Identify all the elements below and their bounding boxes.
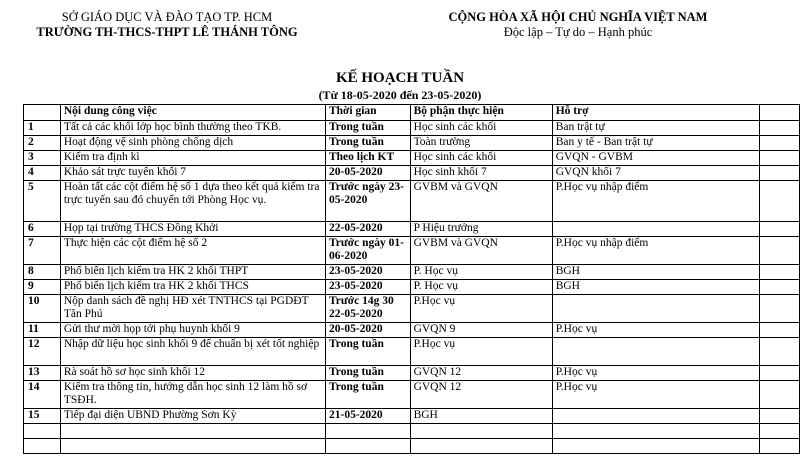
table-row — [24, 237, 800, 265]
row-number: 1 — [24, 121, 61, 136]
table-row — [24, 151, 800, 166]
row-content — [60, 424, 325, 439]
row-content: Kiểm tra thông tin, hướng dẫn học sinh 12 làm hồ sơ TSĐH. — [60, 381, 325, 409]
row-time: 20-05-2020 — [325, 323, 410, 338]
row-content: Phổ biến lịch kiểm tra HK 2 khối THPT — [60, 265, 325, 280]
row-time — [325, 424, 410, 439]
column-header-time: Thời gian — [325, 105, 410, 121]
row-time: Theo lịch KT — [325, 151, 410, 166]
row-support: BGH — [552, 280, 760, 295]
row-extra — [760, 280, 800, 295]
row-number: 14 — [24, 381, 61, 409]
table-row — [24, 439, 800, 454]
row-content: Nộp danh sách đề nghị HĐ xét TNTHCS tại PGDĐT Tân Phú — [60, 295, 325, 323]
row-department: Học sinh các khối — [410, 151, 552, 166]
row-department: P. Học vụ — [410, 280, 552, 295]
row-department: GVBM và GVQN — [410, 181, 552, 222]
row-support — [552, 424, 760, 439]
row-extra — [760, 295, 800, 323]
row-support: P.Học vụ — [552, 381, 760, 409]
row-support: P.Học vụ nhập điểm — [552, 181, 760, 222]
row-time: Trong tuần — [325, 366, 410, 381]
row-department: GVBM và GVQN — [410, 237, 552, 265]
row-number: 5 — [24, 181, 61, 222]
national-title: CỘNG HÒA XÃ HỘI CHỦ NGHĨA VIỆT NAM — [448, 10, 708, 24]
row-department: GVQN 12 — [410, 366, 552, 381]
row-number: 3 — [24, 151, 61, 166]
row-content: Hoàn tất các cột điểm hệ số 1 dựa theo kết quả kiểm tra trực tuyến sau đó chuyển tới Phòng Học vụ. — [60, 181, 325, 222]
row-number: 10 — [24, 295, 61, 323]
row-content: Kiểm tra định kì — [60, 151, 325, 166]
row-number: 7 — [24, 237, 61, 265]
row-number: 4 — [24, 166, 61, 181]
table-row — [24, 265, 800, 280]
table-row — [24, 280, 800, 295]
row-number: 6 — [24, 222, 61, 237]
row-extra — [760, 323, 800, 338]
row-extra — [760, 151, 800, 166]
table-row — [24, 424, 800, 439]
row-time: Trước ngày 23-05-2020 — [325, 181, 410, 222]
table-row — [24, 222, 800, 237]
row-support: BGH — [552, 265, 760, 280]
row-extra — [760, 136, 800, 151]
column-header-department: Bộ phận thực hiện — [410, 105, 552, 121]
row-department: GVQN 9 — [410, 323, 552, 338]
row-content: Gửi thư mời họp tới phụ huynh khối 9 — [60, 323, 325, 338]
row-department: Học sinh các khối — [410, 121, 552, 136]
row-number: 15 — [24, 409, 61, 424]
row-extra — [760, 381, 800, 409]
table-row — [24, 295, 800, 323]
row-time: 23-05-2020 — [325, 280, 410, 295]
row-content: Thực hiện các cột điểm hệ số 2 — [60, 237, 325, 265]
row-support: GVQN - GVBM — [552, 151, 760, 166]
row-content: Rà soát hồ sơ học sinh khối 12 — [60, 366, 325, 381]
row-extra — [760, 181, 800, 222]
row-extra — [760, 424, 800, 439]
row-content — [60, 439, 325, 454]
row-extra — [760, 237, 800, 265]
department-name: SỞ GIÁO DỤC VÀ ĐÀO TẠO TP. HCM — [61, 10, 273, 24]
school-name: TRƯỜNG TH-THCS-THPT LÊ THÁNH TÔNG — [36, 25, 298, 39]
row-time: 20-05-2020 — [325, 166, 410, 181]
row-time: Trong tuần — [325, 136, 410, 151]
row-content: Phổ biến lịch kiểm tra HK 2 khối THCS — [60, 280, 325, 295]
row-time: Trong tuần — [325, 338, 410, 366]
row-number — [24, 439, 61, 454]
table-row — [24, 323, 800, 338]
row-support — [552, 409, 760, 424]
row-content: Tất cả các khối lớp học bình thường theo TKB. — [60, 121, 325, 136]
row-number: 11 — [24, 323, 61, 338]
row-number: 13 — [24, 366, 61, 381]
row-support — [552, 222, 760, 237]
row-time: Trước 14g 30 22-05-2020 — [325, 295, 410, 323]
table-header-row — [24, 105, 800, 121]
row-extra — [760, 121, 800, 136]
row-support — [552, 439, 760, 454]
row-support — [552, 338, 760, 366]
row-content: Khảo sát trực tuyến khối 7 — [60, 166, 325, 181]
row-support — [552, 295, 760, 323]
table-row — [24, 166, 800, 181]
national-motto: Độc lập – Tự do – Hạnh phúc — [503, 25, 653, 39]
date-range: (Từ 18-05-2020 đến 23-05-2020) — [318, 88, 482, 102]
row-department — [410, 439, 552, 454]
row-support: Ban y tế - Ban trật tự — [552, 136, 760, 151]
row-number: 12 — [24, 338, 61, 366]
column-header-content: Nội dung công việc — [60, 105, 325, 121]
row-extra — [760, 366, 800, 381]
row-content: Hoạt động vệ sinh phòng chống dịch — [60, 136, 325, 151]
row-content: Họp tại trường THCS Đồng Khởi — [60, 222, 325, 237]
header-left — [2, 10, 332, 40]
table-row — [24, 366, 800, 381]
table-row — [24, 409, 800, 424]
row-extra — [760, 338, 800, 366]
table-row — [24, 381, 800, 409]
row-time — [325, 439, 410, 454]
row-time: 23-05-2020 — [325, 265, 410, 280]
row-content: Tiếp đại diện UBND Phường Sơn Kỳ — [60, 409, 325, 424]
row-department: BGH — [410, 409, 552, 424]
row-time: Trong tuần — [325, 121, 410, 136]
row-support: P.Học vụ — [552, 323, 760, 338]
page-title: KẾ HOẠCH TUẦN — [335, 70, 465, 86]
row-support: GVQN khối 7 — [552, 166, 760, 181]
row-extra — [760, 166, 800, 181]
column-header-extra — [760, 105, 800, 121]
table-row — [24, 181, 800, 222]
row-time: Trước ngày 01-06-2020 — [325, 237, 410, 265]
row-extra — [760, 222, 800, 237]
row-number: 9 — [24, 280, 61, 295]
row-department: GVQN 12 — [410, 381, 552, 409]
row-department: P.Học vụ — [410, 295, 552, 323]
row-support: P.Học vụ — [552, 366, 760, 381]
column-header-support: Hỗ trợ — [552, 105, 760, 121]
row-extra — [760, 265, 800, 280]
row-department: P. Học vụ — [410, 265, 552, 280]
row-support: P.Học vụ nhập điểm — [552, 237, 760, 265]
row-department: Học sinh khối 7 — [410, 166, 552, 181]
row-time: 22-05-2020 — [325, 222, 410, 237]
row-number: 2 — [24, 136, 61, 151]
table-row — [24, 121, 800, 136]
row-department — [410, 424, 552, 439]
row-extra — [760, 439, 800, 454]
row-content: Nhập dữ liệu học sinh khối 9 để chuẩn bị xét tốt nghiệp — [60, 338, 325, 366]
row-department: Toàn trường — [410, 136, 552, 151]
column-header-no — [24, 105, 61, 121]
row-support: Ban trật tự — [552, 121, 760, 136]
header-right — [408, 10, 748, 40]
table-row — [24, 338, 800, 366]
row-number: 8 — [24, 265, 61, 280]
row-extra — [760, 409, 800, 424]
row-department: P Hiệu trưởng — [410, 222, 552, 237]
row-time: Trong tuần — [325, 381, 410, 409]
row-number — [24, 424, 61, 439]
table-row — [24, 136, 800, 151]
row-time: 21-05-2020 — [325, 409, 410, 424]
row-department: P.Học vụ — [410, 338, 552, 366]
weekly-plan-table — [23, 104, 800, 454]
